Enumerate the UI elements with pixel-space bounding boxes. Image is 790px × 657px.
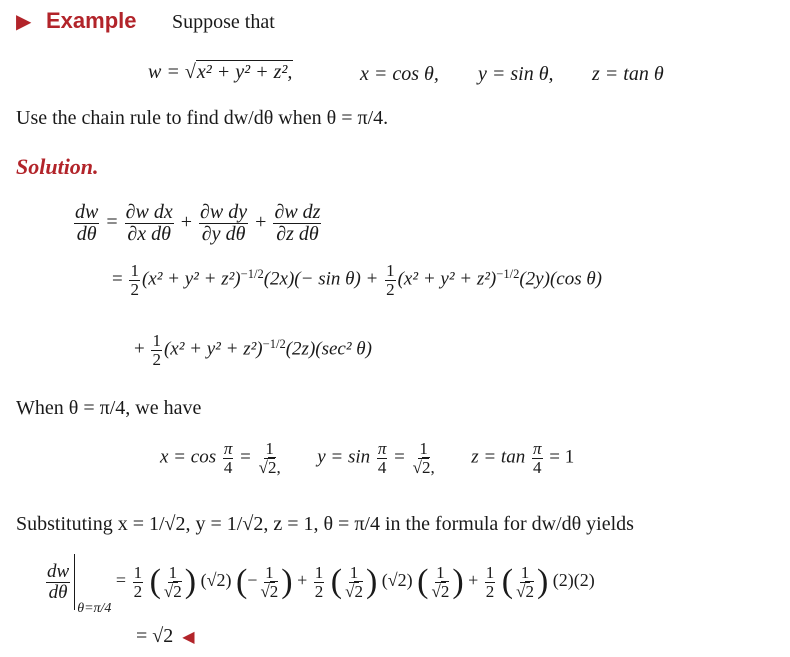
sum-squares: (x² + y² + z²) bbox=[397, 268, 497, 290]
dw-dy-fraction bbox=[199, 202, 248, 245]
dw-dtheta-fraction bbox=[74, 202, 99, 245]
z-lhs: z = tan bbox=[471, 446, 526, 468]
x-lhs: x = cos bbox=[160, 446, 217, 468]
denominator: dθ bbox=[76, 223, 97, 245]
sum-squares: (x² + y² + z²) bbox=[163, 338, 263, 360]
evaluation-bar bbox=[74, 554, 75, 610]
w-radical: √x² + y² + z², bbox=[184, 61, 293, 83]
term-y: (2y)(cos θ) bbox=[519, 268, 603, 290]
sum-squares: (x² + y² + z²) bbox=[141, 268, 241, 290]
intro-text: Suppose that bbox=[172, 11, 275, 33]
solution-label: Solution. bbox=[16, 154, 99, 179]
half-fraction: $\frac{1}{2}$ bbox=[152, 331, 161, 369]
chain-rule-line: $\frac{dw}{d\theta}$ = $\frac{\text{∂w dx}}{\text{∂x dθ}}$ + $\frac{\text{∂w dy}}{\text{∂y dθ}}$ + $\frac{\text{∂w dz}}{\text{∂z dθ}}$ bbox=[75, 201, 321, 245]
final-result bbox=[136, 626, 195, 646]
y-lhs: y = sin bbox=[317, 446, 371, 468]
sqrt2-term: (√2) bbox=[200, 570, 232, 591]
one-over-sqrt2: $\frac{1}{√2}$ bbox=[431, 562, 450, 601]
numerator: dw bbox=[75, 201, 99, 223]
denominator: ∂y dθ bbox=[201, 223, 246, 245]
expansion-line-2: + $\frac{1}{2}$ $(x^2 + y^2 + z^2)^{-1/2}(2z)(\sec^2$ θ) bbox=[134, 331, 372, 369]
example-marker: ▶ bbox=[16, 11, 32, 33]
sqrt2-term: (√2) bbox=[381, 570, 413, 591]
half: $\frac{1}{2}$ bbox=[314, 562, 324, 601]
evaluation-point: θ=π/4 bbox=[77, 601, 112, 617]
one-over-sqrt2: $\frac{1}{√2,}$ bbox=[412, 439, 435, 477]
result-value: = √2 bbox=[136, 625, 174, 647]
one-over-sqrt2: $\frac{1}{√2,}$ bbox=[258, 439, 281, 477]
w-radicand: x² + y² + z², bbox=[196, 61, 293, 83]
half-fraction: $\frac{1}{2}$ bbox=[386, 261, 395, 299]
one-over-sqrt2: $\frac{1}{√2}$ bbox=[163, 562, 182, 601]
when-text: When θ = π/4, we have bbox=[16, 397, 202, 419]
z-definition: z = tan θ bbox=[592, 63, 664, 85]
example-label: Example bbox=[46, 8, 137, 33]
substituting-text: Substituting x = 1/√2, y = 1/√2, z = 1, θ = π/4 in the formula for dw/dθ yields bbox=[16, 513, 634, 535]
one-over-sqrt2: $\frac{1}{√2}$ bbox=[260, 562, 279, 601]
pi-over-4: $\frac{\pi}{4}$ bbox=[223, 439, 233, 477]
x-definition: x = cos θ, bbox=[360, 63, 439, 85]
one-over-sqrt2: $\frac{1}{√2}$ bbox=[345, 562, 363, 601]
dw-dtheta-fraction: $\frac{dw}{d\theta}$ bbox=[47, 560, 70, 603]
tail-factors: (2)(2) bbox=[552, 570, 595, 591]
pi-over-4: $\frac{\pi}{4}$ bbox=[532, 439, 542, 477]
half: $\frac{1}{2}$ bbox=[485, 562, 495, 601]
final-evaluation: $\frac{dw}{d\theta}$ $_{\theta=\pi/4}$ = $\frac{1}{2}$ ( $\frac{1}{√2}$ ) (√2) (− $\frac{1}{√2}$ ) + $\frac{1}{2}$ ( $\frac{1}{√2}$ ) (√2) ( $\frac{1}{√2}$ ) + $\frac{1}{2}$ ( $\frac{1}{√2}$ ) (2)(2) bbox=[44, 554, 595, 616]
question-text: Use the chain rule to find dw/dθ when θ = π/4. bbox=[16, 107, 389, 129]
pi-over-4: $\frac{\pi}{4}$ bbox=[377, 439, 387, 477]
exponent: −1/2 bbox=[240, 266, 264, 281]
w-definition bbox=[148, 62, 293, 82]
values-line: x = cos $\frac{\pi}{4}$ = $\frac{1}{√2,}$ y = sin $\frac{\pi}{4}$ = $\frac{1}{√2,}$ z = tan $\frac{\pi}{4}$ = 1 bbox=[160, 439, 575, 477]
y-definition: y = sin θ, bbox=[478, 63, 554, 85]
exponent: −1/2 bbox=[496, 266, 520, 281]
half: $\frac{1}{2}$ bbox=[133, 562, 143, 601]
dw-dx-fraction bbox=[125, 202, 174, 245]
denominator: ∂x dθ bbox=[127, 223, 171, 245]
half-fraction: $\frac{1}{2}$ bbox=[130, 261, 139, 299]
denominator: ∂z dθ bbox=[276, 223, 319, 245]
dw-dz-fraction bbox=[273, 202, 321, 245]
numerator: ∂w dy bbox=[200, 201, 248, 223]
exponent: −1/2 bbox=[262, 336, 286, 351]
expansion-line-1: = $\frac{1}{2}$ $(x^2 + y^2 + z^2)^{-1/2}(2x)(- \sin \theta)$ + $\frac{1}{2}$ $(x^2 + y^2 + z^2)^{-1/2}(2y)(\cos$ θ) bbox=[112, 261, 603, 299]
w-lhs: w = bbox=[148, 61, 185, 83]
term-x: (2x)(− sin θ) + bbox=[263, 268, 384, 290]
numerator: ∂w dx bbox=[125, 201, 173, 223]
term-z: (2z)(sec² θ) bbox=[285, 338, 372, 360]
one-over-sqrt2: $\frac{1}{√2}$ bbox=[516, 562, 534, 601]
end-marker-icon: ◀ bbox=[182, 629, 195, 646]
numerator: ∂w dz bbox=[274, 201, 321, 223]
